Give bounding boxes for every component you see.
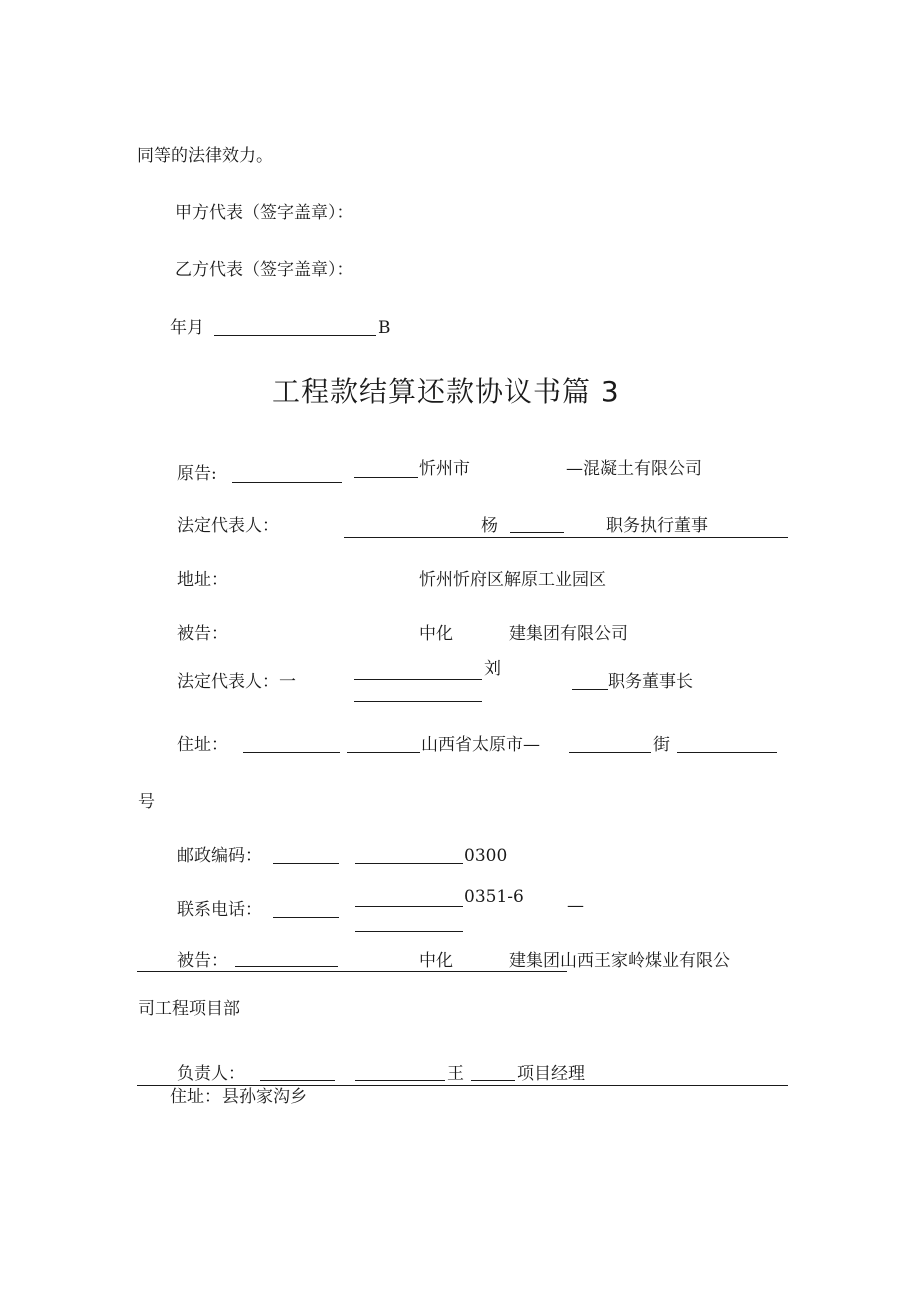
blank-line [273,917,339,918]
defendant-address-a: 山西省太原市— [421,735,540,755]
defendant-name-a: 中化 [419,624,453,644]
defendant-name-b: 建集团有限公司 [509,624,628,644]
postcode-value: 0300 [464,846,508,866]
blank-line [355,931,463,932]
defendant2-name-b: 建集团山西王家岭煤业有限公 [509,951,730,971]
prev-tail-text: 同等的法律效力。 [137,146,273,166]
phone-value: 0351-6 [464,887,524,907]
blank-line [471,1080,515,1081]
defendant-rep-label: 法定代表人：一 [177,672,296,692]
defendant-address-label: 住址： [177,735,228,755]
page-title: 工程款结算还款协议书篇 3 [272,375,620,408]
blank-line [354,477,418,478]
underline-rule [344,537,788,538]
blank-line [260,1080,335,1081]
plaintiff-label: 原告: [177,464,217,484]
blank-line [677,752,777,753]
plaintiff-address-label: 地址： [177,570,228,590]
underline-rule [137,1085,788,1086]
phone-tail: — [567,896,584,916]
defendant-rep-title: 职务董事长 [608,672,693,692]
defendant2-label: 被告： [177,951,228,971]
plaintiff-rep-label: 法定代表人： [177,516,279,536]
phone-label: 联系电话： [177,900,262,920]
defendant-address-b: 街 [653,735,670,755]
blank-line [243,752,340,753]
blank-line [354,701,482,702]
blank-line [232,482,342,483]
defendant2-name-c: 司工程项目部 [138,999,240,1019]
manager-name: 王 [447,1064,464,1084]
blank-line [235,966,338,967]
defendant-address-c: 号 [138,792,155,812]
blank-line [347,752,420,753]
blank-line [355,1080,445,1081]
blank-line [569,752,651,753]
plaintiff-address: 忻州忻府区解原工业园区 [419,570,606,590]
plaintiff-company: —混凝土有限公司 [566,459,702,479]
blank-line [355,863,463,864]
manager-title: 项目经理 [517,1064,585,1084]
blank-line [510,532,564,533]
plaintiff-city: 忻州市 [419,459,470,479]
blank-line [354,679,482,680]
date-prefix: 年月 [170,318,204,338]
defendant2-address-label: 住址： [170,1087,221,1107]
underline-rule [137,971,567,972]
manager-label: 负责人： [177,1064,245,1084]
date-suffix: B [378,318,391,338]
date-blank-line [214,335,376,336]
defendant2-address: 县孙家沟乡 [222,1087,307,1107]
defendant-rep-name: 刘 [484,659,501,679]
party-b-signature-label: 乙方代表（签字盖章）： [175,260,354,280]
blank-line [355,906,463,907]
defendant2-name-a: 中化 [419,951,453,971]
blank-line [273,863,339,864]
plaintiff-rep-name: 杨 [481,516,498,536]
blank-line [572,689,608,690]
plaintiff-rep-title: 职务执行董事 [606,516,708,536]
postcode-label: 邮政编码： [177,846,262,866]
defendant-label: 被告： [177,624,228,644]
party-a-signature-label: 甲方代表（签字盖章）： [175,203,354,223]
